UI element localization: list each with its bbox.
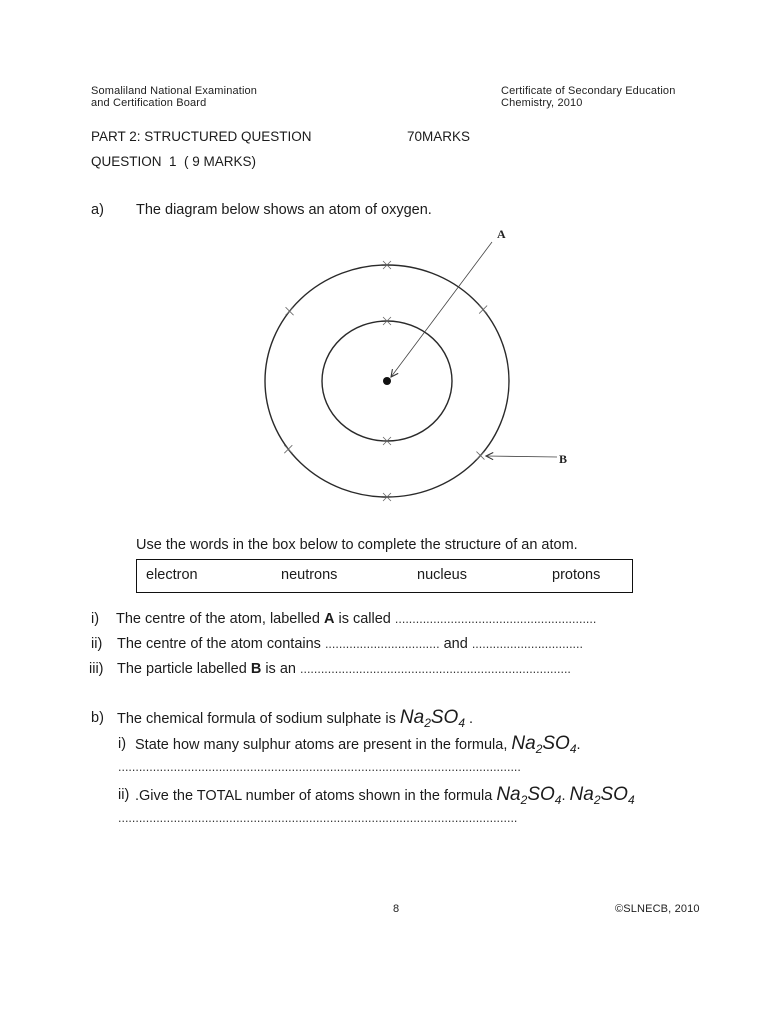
question-text: The centre of the atom contains	[117, 636, 321, 652]
nucleus-dot	[383, 377, 391, 385]
question-b-i	[135, 733, 581, 757]
statement-text: The chemical formula of sodium sulphate is	[117, 711, 396, 727]
electron-mark	[479, 306, 487, 314]
question-number: ii)	[118, 787, 130, 803]
separator-mark: .	[561, 788, 566, 804]
formula-element: SO	[600, 784, 628, 805]
board-name-line2: and Certification Board	[91, 97, 207, 109]
formula-element: Na	[511, 733, 536, 754]
answer-blank: ..............................................................................	[300, 662, 571, 676]
formula-element: Na	[569, 784, 594, 805]
formula-subscript: 4	[554, 793, 562, 807]
question-a-i	[116, 611, 596, 627]
answer-blank: .................................	[324, 637, 440, 651]
word-box-instruction: Use the words in the box below to complete the structure of an atom.	[136, 537, 578, 553]
formula-element: Na	[399, 707, 425, 728]
page-number: 8	[393, 903, 400, 915]
formula-subscript: 2	[424, 716, 431, 730]
board-name-line1: Somaliland National Examination	[91, 85, 258, 97]
label-b: B	[559, 452, 568, 466]
copyright-notice: ©SLNECB, 2010	[615, 903, 700, 915]
question-a-ii	[117, 636, 583, 652]
end-mark: .	[576, 737, 581, 753]
word-box-item: electron	[146, 567, 198, 583]
question-text: is called	[338, 611, 391, 627]
electron-mark	[476, 452, 484, 460]
word-box-item: protons	[552, 567, 601, 583]
section-a-intro: The diagram below shows an atom of oxygen.	[136, 202, 432, 218]
answer-blank: ..........................................................	[394, 612, 597, 626]
formula-na2so4	[511, 733, 576, 754]
word-box-item: nucleus	[417, 567, 467, 583]
question-text: State how many sulphur atoms are present in the formula,	[135, 737, 508, 753]
section-b-statement	[117, 707, 474, 731]
question-text: and	[443, 636, 468, 652]
question-bold-label: A	[323, 611, 335, 627]
oxygen-atom-diagram	[250, 220, 590, 510]
section-a-label: a)	[91, 202, 104, 218]
formula-na2so4	[400, 707, 465, 728]
formula-subscript: 4	[458, 716, 466, 730]
formula-element: Na	[496, 784, 521, 805]
formula-subscript: 2	[535, 742, 543, 756]
question-bold-label: B	[250, 661, 262, 677]
formula-subscript: 4	[569, 742, 577, 756]
question-number: i)	[91, 611, 100, 627]
question-number: ii)	[91, 636, 103, 652]
answer-blank: ................................	[471, 637, 583, 651]
part-title: PART 2: STRUCTURED QUESTION	[91, 129, 312, 144]
formula-element: SO	[430, 707, 459, 728]
formula-subscript: 2	[593, 793, 601, 807]
electron-mark	[286, 307, 294, 315]
formula-element: SO	[542, 733, 570, 754]
arrow-a	[391, 242, 492, 377]
formula-na2so4	[570, 784, 635, 805]
formula-element: SO	[527, 784, 555, 805]
word-box-item: neutrons	[281, 567, 338, 583]
end-mark: .	[469, 711, 474, 727]
answer-blank: ...................................................................................................................	[118, 811, 518, 825]
question-number: iii)	[89, 661, 104, 677]
section-b-label: b)	[91, 710, 104, 726]
question-text: is an	[265, 661, 296, 677]
label-a: A	[497, 227, 506, 241]
question-a-iii	[117, 661, 571, 677]
arrow-b	[486, 456, 557, 457]
exam-title-line2: Chemistry, 2010	[501, 97, 583, 109]
electron-mark	[284, 445, 292, 453]
question-text: The centre of the atom, labelled	[116, 611, 320, 627]
word-box	[136, 559, 633, 593]
part-marks: 70MARKS	[407, 129, 471, 144]
question-text: .Give the TOTAL number of atoms shown in the formula	[135, 788, 493, 804]
question-title: QUESTION 1 ( 9 MARKS)	[91, 154, 257, 169]
question-number: i)	[118, 736, 127, 752]
answer-blank: ....................................................................................................................	[118, 760, 521, 774]
question-b-ii	[135, 784, 635, 808]
formula-subscript: 2	[520, 793, 528, 807]
formula-na2so4	[496, 784, 561, 805]
question-text: The particle labelled	[117, 661, 247, 677]
exam-title-line1: Certificate of Secondary Education	[501, 85, 676, 97]
formula-subscript: 4	[627, 793, 635, 807]
